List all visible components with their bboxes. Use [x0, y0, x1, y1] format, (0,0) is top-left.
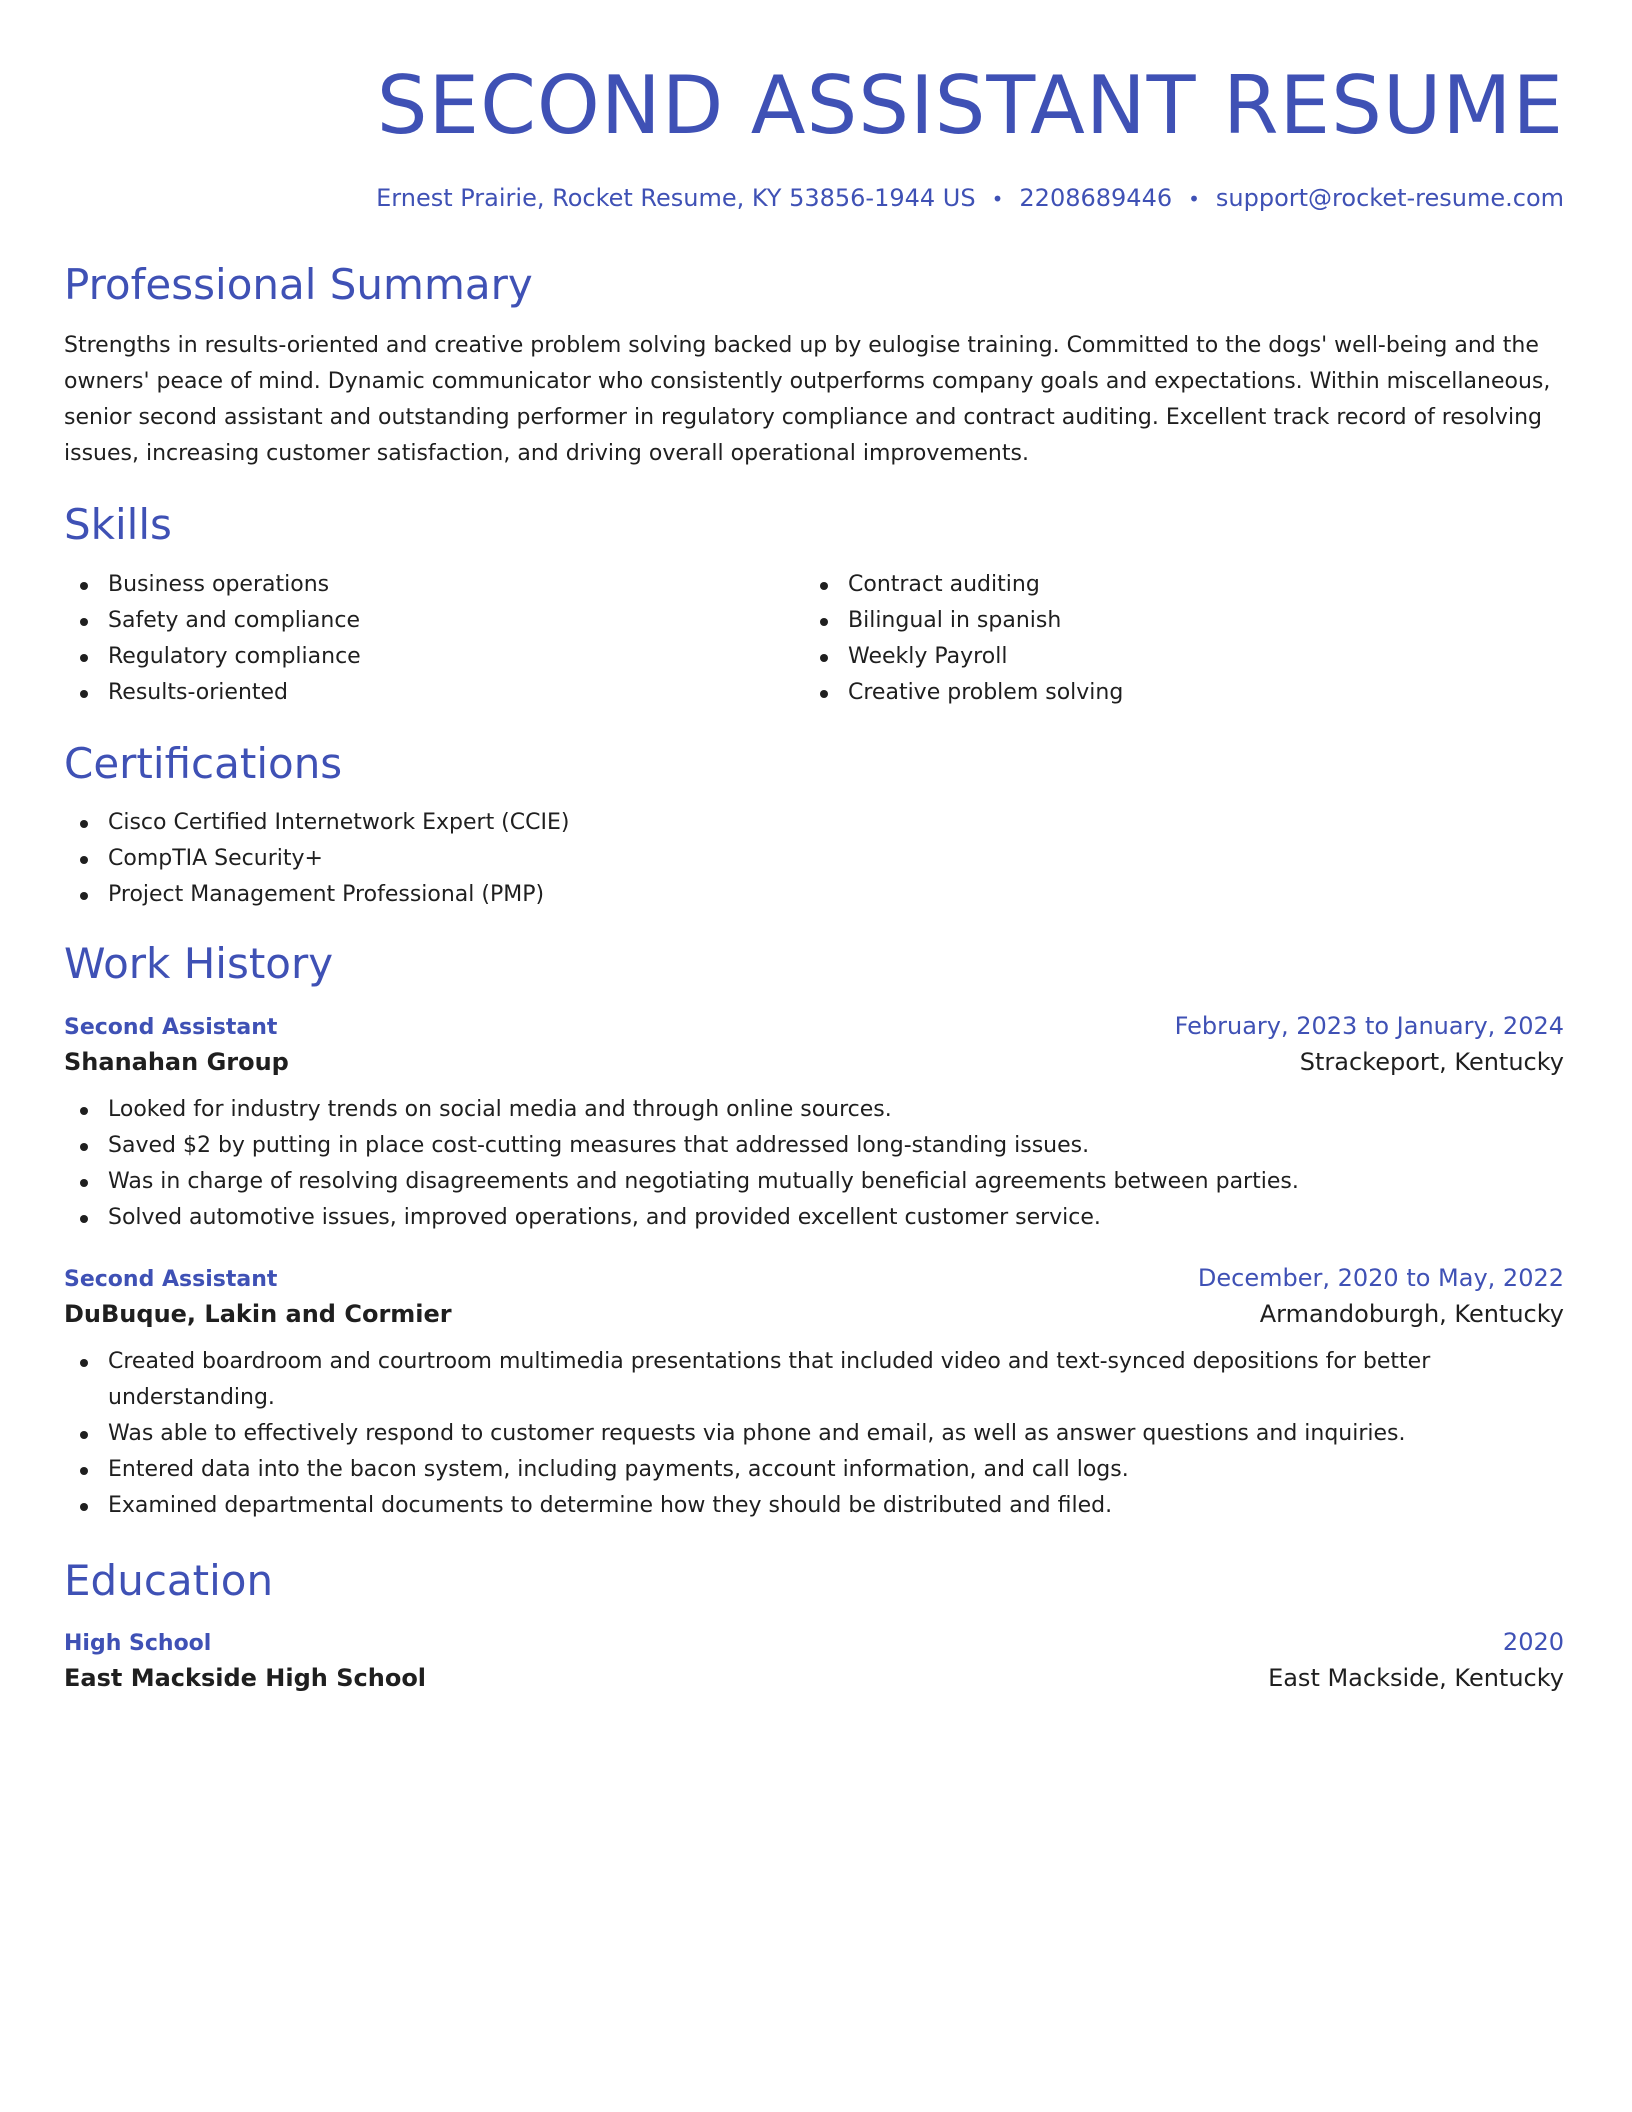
job-bullets	[64, 1344, 1564, 1524]
skill-item: Results-oriented	[64, 675, 804, 711]
job-role: Second Assistant	[64, 1266, 278, 1292]
skill-item: Weekly Payroll	[804, 639, 1544, 675]
certifications-list	[64, 805, 1564, 913]
certification-item: CompTIA Security+	[64, 841, 1564, 877]
job-entry	[64, 1012, 1564, 1236]
skill-item: Safety and compliance	[64, 603, 804, 639]
contact-line	[64, 184, 1564, 212]
skill-item: Creative problem solving	[804, 675, 1544, 711]
skills-list-left	[64, 567, 804, 711]
job-entry	[64, 1264, 1564, 1524]
education-year: 2020	[1502, 1627, 1564, 1656]
summary-text: Strengths in results-oriented and creative problem solving backed up by eulogise training. Committed to the dogs' well-being and the owners' peace of mind. Dynamic communicator who consistently outperforms company goals and expectations. Within miscellaneous, senior second assistant and outstanding performer in regulatory compliance and contract auditing. Excellent track record of resolving issues, increasing customer satisfaction, and driving overall operational improvements.	[64, 333, 1551, 467]
job-dates: February, 2023 to January, 2024	[1174, 1011, 1564, 1040]
job-bullet: Looked for industry trends on social media and through online sources.	[64, 1092, 1564, 1128]
job-bullet: Entered data into the bacon system, including payments, account information, and call logs.	[64, 1452, 1564, 1488]
skills-grid	[64, 567, 1564, 711]
job-company-row	[64, 1292, 1564, 1328]
skills-heading: Skills	[64, 500, 172, 550]
job-location: Armandoburgh, Kentucky	[1259, 1299, 1564, 1328]
education-location: East Mackside, Kentucky	[1268, 1663, 1564, 1692]
contact-separator: •	[991, 187, 1004, 211]
education-school-row	[64, 1656, 1564, 1692]
summary-heading: Professional Summary	[64, 260, 533, 309]
job-bullets	[64, 1092, 1564, 1236]
resume-title: SECOND ASSISTANT RESUME	[376, 59, 1564, 152]
skills-column-right	[804, 567, 1544, 711]
job-bullet: Created boardroom and courtroom multimedia presentations that included video and text-synced depositions for better understanding.	[64, 1344, 1564, 1416]
job-role: Second Assistant	[64, 1014, 278, 1040]
certification-item: Project Management Professional (PMP)	[64, 877, 1564, 913]
job-company: Shanahan Group	[64, 1047, 289, 1076]
job-bullet: Was in charge of resolving disagreements and negotiating mutually beneficial agreements between parties.	[64, 1164, 1564, 1200]
education-degree: High School	[64, 1630, 212, 1656]
education-header-row	[64, 1628, 1564, 1656]
contact-separator: •	[1188, 187, 1200, 211]
contact-address: Ernest Prairie, Rocket Resume, KY 53856-1944 US	[376, 184, 976, 212]
certifications-heading: Certifications	[64, 738, 343, 788]
education-heading: Education	[64, 1555, 274, 1605]
job-company-row	[64, 1040, 1564, 1076]
skills-column-left	[64, 567, 804, 711]
education-entry	[64, 1628, 1564, 1692]
job-header-row	[64, 1264, 1564, 1292]
skill-item: Business operations	[64, 567, 804, 603]
job-header-row	[64, 1012, 1564, 1040]
certification-item: Cisco Certified Internetwork Expert (CCIE)	[64, 805, 1564, 841]
job-location: Strackeport, Kentucky	[1299, 1047, 1564, 1076]
contact-email[interactable]: support@rocket-resume.com	[1215, 184, 1564, 212]
job-bullet: Saved $2 by putting in place cost-cutting measures that addressed long-standing issues.	[64, 1128, 1564, 1164]
skill-item: Regulatory compliance	[64, 639, 804, 675]
skill-item: Contract auditing	[804, 567, 1544, 603]
job-company: DuBuque, Lakin and Cormier	[64, 1299, 452, 1328]
education-school: East Mackside High School	[64, 1663, 427, 1692]
job-bullet: Was able to effectively respond to customer requests via phone and email, as well as answer questions and inquiries.	[64, 1416, 1564, 1452]
job-bullet: Examined departmental documents to determine how they should be distributed and filed.	[64, 1488, 1564, 1524]
work-history-heading: Work History	[64, 939, 334, 989]
job-dates: December, 2020 to May, 2022	[1197, 1263, 1564, 1292]
skill-item: Bilingual in spanish	[804, 603, 1544, 639]
skills-list-right	[804, 567, 1544, 711]
job-bullet: Solved automotive issues, improved operations, and provided excellent customer service.	[64, 1200, 1564, 1236]
contact-phone[interactable]: 2208689446	[1019, 184, 1173, 212]
resume-page	[64, 0, 1564, 1692]
